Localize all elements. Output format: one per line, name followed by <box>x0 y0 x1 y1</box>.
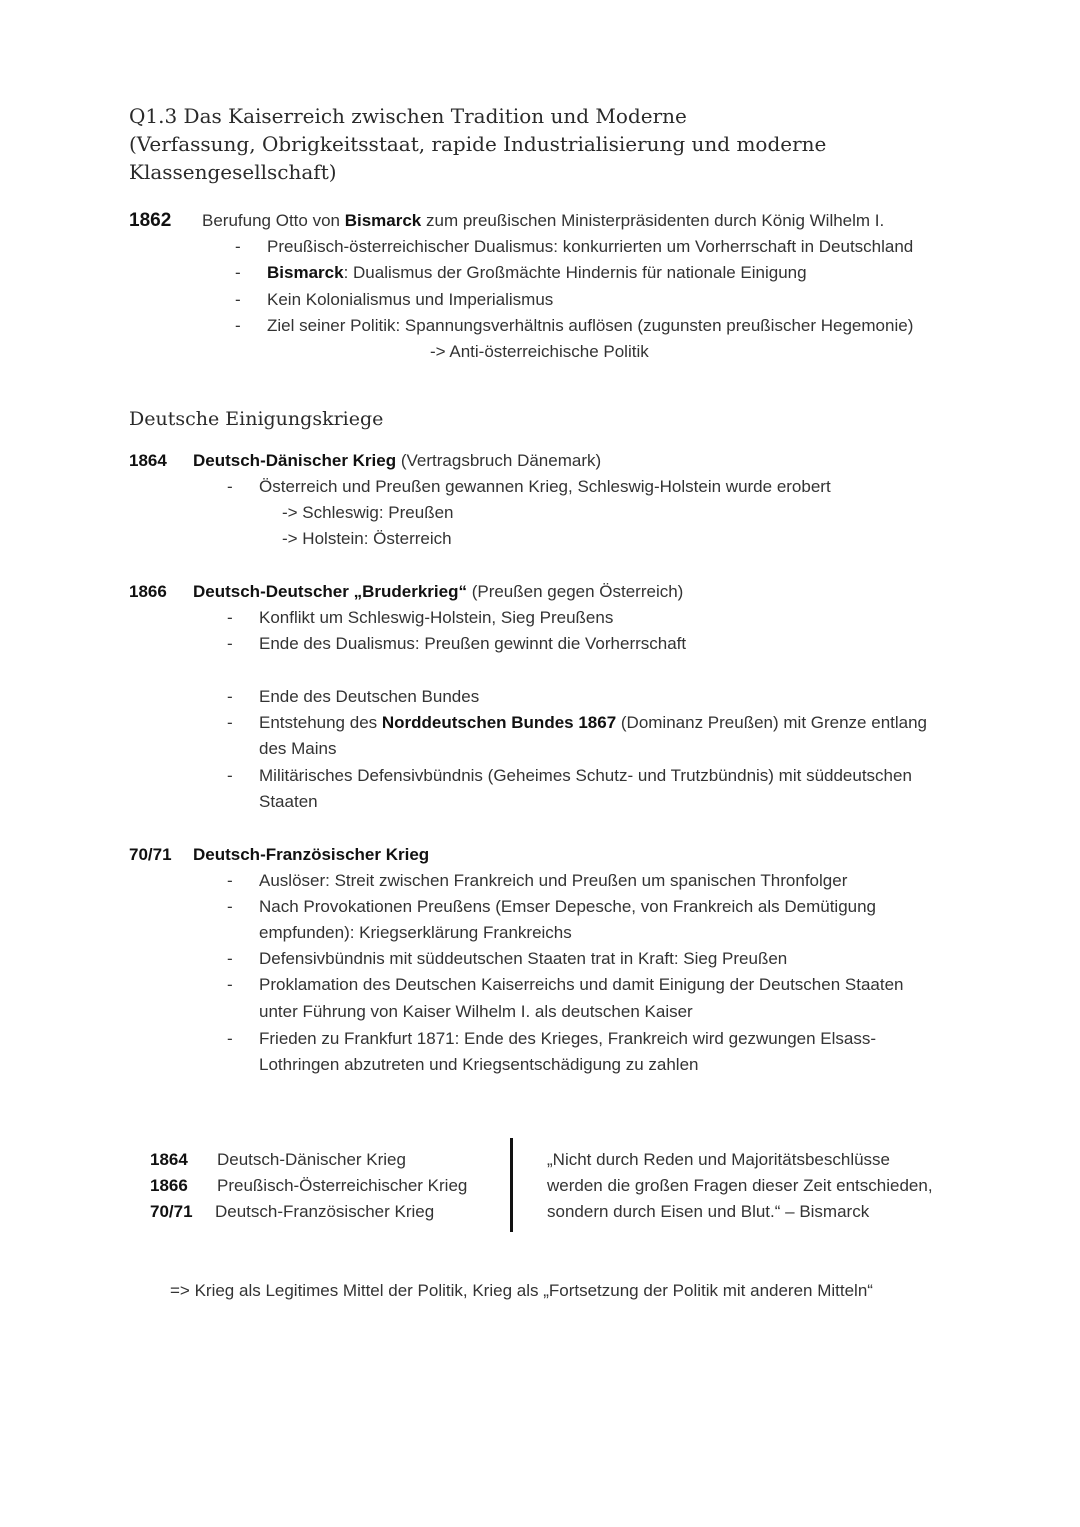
bullet-item: Kein Kolonialismus und Imperialismus <box>267 290 554 309</box>
bullet-dash: - <box>235 263 241 282</box>
bullet-text: Entstehung des <box>259 713 382 732</box>
bullet-item: Ende des Deutschen Bundes <box>259 687 480 706</box>
title-line-1: Q1.3 Das Kaiserreich zwischen Tradition und Moderne <box>129 104 687 128</box>
intro-line <box>202 208 884 234</box>
bullet-item: Defensivbündnis mit süddeutschen Staaten trat in Kraft: Sieg Preußen <box>259 949 788 968</box>
bullet-dash: - <box>227 949 233 968</box>
section-heading: Deutsche Einigungskriege <box>129 408 384 430</box>
summary-year: 1864 <box>150 1150 188 1169</box>
bullet-item: Konflikt um Schleswig-Holstein, Sieg Preußens <box>259 608 614 627</box>
year-label: 1864 <box>129 451 167 470</box>
year-label: 70/71 <box>129 845 172 864</box>
war-heading: Deutsch-Deutscher „Bruderkrieg“ <box>193 582 467 601</box>
bullet-dash: - <box>227 634 233 653</box>
summary-year: 70/71 <box>150 1202 193 1221</box>
intro-text-c: zum preußischen Ministerpräsidenten durch König Wilhelm I. <box>421 211 885 230</box>
bullet-dash: - <box>227 897 233 916</box>
war-heading-note: (Preußen gegen Österreich) <box>466 582 684 601</box>
bullet-continuation: Lothringen abzutreten und Kriegsentschädigung zu zahlen <box>259 1055 699 1074</box>
bullet-item: Ziel seiner Politik: Spannungsverhältnis auflösen (zugunsten preußischer Hegemonie) <box>267 316 914 335</box>
intro-text-a: Berufung Otto von <box>202 211 345 230</box>
bullet-item: Ende des Dualismus: Preußen gewinnt die Vorherrschaft <box>259 634 687 653</box>
summary-war: Preußisch-Österreichischer Krieg <box>217 1176 468 1195</box>
quote-line: „Nicht durch Reden und Majoritätsbeschlüsse <box>547 1150 891 1169</box>
document-title <box>129 102 989 186</box>
summary-year: 1866 <box>150 1176 188 1195</box>
bullet-dash: - <box>235 237 241 256</box>
title-line-3: Klassengesellschaft) <box>129 160 337 184</box>
war-heading: Deutsch-Dänischer Krieg <box>193 451 397 470</box>
war-heading-note: (Vertragsbruch Dänemark) <box>396 451 602 470</box>
bullet-dash: - <box>227 608 233 627</box>
arrow-note: -> Holstein: Österreich <box>282 529 452 548</box>
bullet-item <box>259 710 927 736</box>
bold-term: Norddeutschen Bundes 1867 <box>381 713 617 732</box>
arrow-note: -> Schleswig: Preußen <box>282 503 454 522</box>
arrow-note: -> Anti-österreichische Politik <box>430 342 649 361</box>
bullet-item: Proklamation des Deutschen Kaiserreichs und damit Einigung der Deutschen Staaten <box>259 975 904 994</box>
bullet-item: Auslöser: Streit zwischen Frankreich und Preußen um spanischen Thronfolger <box>259 871 848 890</box>
conclusion-line: => Krieg als Legitimes Mittel der Politik, Krieg als „Fortsetzung der Politik mit anderen Mitteln“ <box>170 1281 873 1300</box>
war-heading: Deutsch-Französischer Krieg <box>193 845 430 864</box>
summary-war: Deutsch-Dänischer Krieg <box>217 1150 406 1169</box>
bullet-dash: - <box>235 316 241 335</box>
bullet-dash: - <box>227 975 233 994</box>
war-heading-line <box>193 579 683 605</box>
bullet-dash: - <box>227 477 233 496</box>
bullet-item: Nach Provokationen Preußens (Emser Depesche, von Frankreich als Demütigung <box>259 897 877 916</box>
bullet-continuation: des Mains <box>259 739 337 758</box>
bullet-item: Preußisch-österreichischer Dualismus: konkurrierten um Vorherrschaft in Deutschland <box>267 237 914 256</box>
bullet-text: (Dominanz Preußen) mit Grenze entlang <box>616 713 928 732</box>
summary-divider <box>510 1138 513 1232</box>
bismarck-name: Bismarck <box>344 211 422 230</box>
quote-line: sondern durch Eisen und Blut.“ – Bismarck <box>547 1202 870 1221</box>
bullet-dash: - <box>235 290 241 309</box>
bullet-dash: - <box>227 766 233 785</box>
title-line-2: (Verfassung, Obrigkeitsstaat, rapide Industrialisierung und moderne <box>129 132 827 156</box>
bullet-item: Militärisches Defensivbündnis (Geheimes Schutz- und Trutzbündnis) mit süddeutschen <box>259 766 912 785</box>
bullet-item: Österreich und Preußen gewannen Krieg, Schleswig-Holstein wurde erobert <box>259 477 831 496</box>
bullet-item: Frieden zu Frankfurt 1871: Ende des Krieges, Frankreich wird gezwungen Elsass- <box>259 1029 877 1048</box>
bullet-continuation: Staaten <box>259 792 318 811</box>
quote-line: werden die großen Fragen dieser Zeit entschieden, <box>547 1176 933 1195</box>
bullet-continuation: unter Führung von Kaiser Wilhelm I. als deutschen Kaiser <box>259 1002 693 1021</box>
bullet-dash: - <box>227 1029 233 1048</box>
bullet-dash: - <box>227 713 233 732</box>
year-label: 1866 <box>129 582 167 601</box>
bullet-text: : Dualismus der Großmächte Hindernis für nationale Einigung <box>343 263 807 282</box>
bismarck-name: Bismarck <box>267 263 344 282</box>
bullet-item <box>267 260 807 286</box>
war-heading-line <box>193 448 601 474</box>
bullet-continuation: empfunden): Kriegserklärung Frankreichs <box>259 923 572 942</box>
bullet-dash: - <box>227 871 233 890</box>
summary-war: Deutsch-Französischer Krieg <box>215 1202 435 1221</box>
bullet-dash: - <box>227 687 233 706</box>
year-label: 1862 <box>129 210 172 231</box>
